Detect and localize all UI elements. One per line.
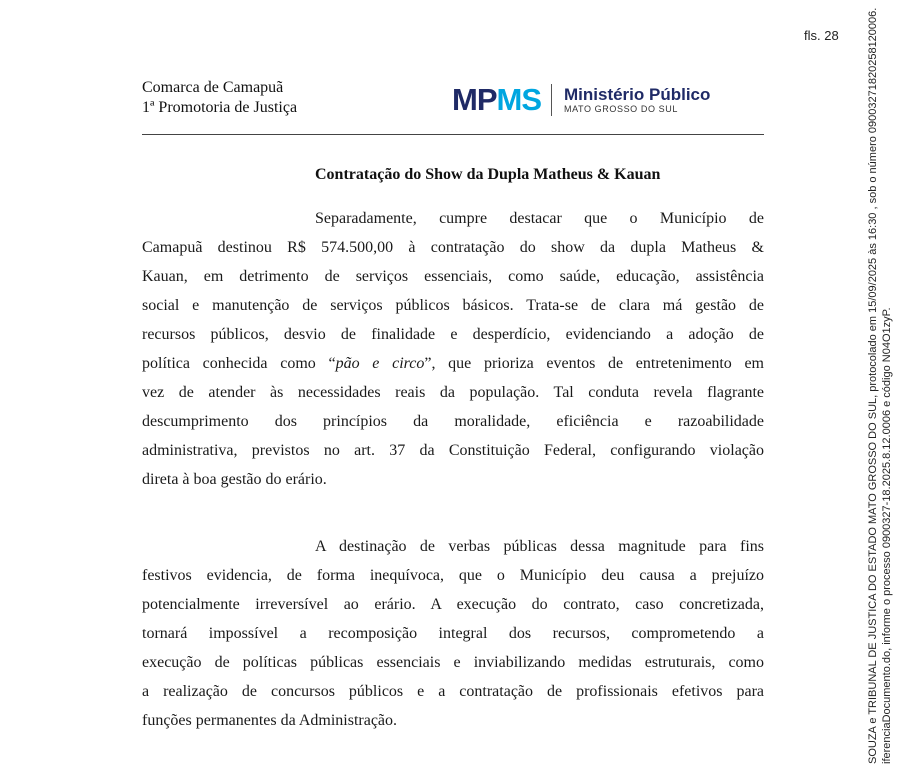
paragraph-line: social e manutenção de serviços públicos básicos. Trata-se de clara má gestão de bbox=[142, 297, 764, 314]
paragraph-line: direta à boa gestão do erário. bbox=[142, 471, 327, 488]
promotoria-label: 1ª Promotoria de Justiça bbox=[142, 99, 298, 116]
paragraph-line: recursos públicos, desvio de finalidade e desperdício, evidenciando a adoção de bbox=[142, 326, 764, 343]
folio-number: fls. 28 bbox=[804, 28, 839, 43]
line-text: ”, que prioriza eventos de entretenimento em bbox=[424, 355, 765, 372]
document-title: Contratação do Show da Dupla Matheus & Kauan bbox=[315, 166, 661, 183]
paragraph-line: descumprimento dos princípios da moralidade, eficiência e razoabilidade bbox=[142, 413, 764, 430]
stamp-line-2: iferenciaDocumento.do, informe o processo 0900327-18.2025.8.12.0006 e código N04O1zyP. bbox=[881, 307, 893, 764]
paragraph-line: funções permanentes da Administração. bbox=[142, 712, 398, 729]
paragraph-line: Separadamente, cumpre destacar que o Município de bbox=[315, 210, 764, 227]
paragraph-line: administrativa, previstos no art. 37 da Constituição Federal, configurando violação bbox=[142, 442, 764, 459]
paragraph-1 bbox=[142, 204, 764, 494]
paragraph-line-pao-e-circo bbox=[142, 349, 764, 378]
paragraph-line: a realização de concursos públicos e a contratação de profissionais efetivos para bbox=[142, 683, 764, 700]
header-divider bbox=[142, 134, 764, 135]
paragraph-line: tornará impossível a recomposição integral dos recursos, comprometendo a bbox=[142, 625, 764, 642]
paragraph-2 bbox=[142, 532, 764, 735]
paragraph-line: execução de políticas públicas essenciais e inviabilizando medidas estruturais, como bbox=[142, 654, 764, 671]
mpms-logo bbox=[452, 80, 710, 120]
paragraph-line: festivos evidencia, de forma inequívoca, que o Município deu causa a prejuízo bbox=[142, 567, 764, 584]
logo-wordmark bbox=[564, 85, 710, 115]
logo-ms-text: MS bbox=[496, 82, 541, 117]
logo-title: Ministério Público bbox=[564, 85, 711, 104]
paragraph-line: Camapuã destinou R$ 574.500,00 à contratação do show da dupla Matheus & bbox=[142, 239, 764, 256]
digital-signature-stamp bbox=[866, 0, 900, 764]
comarca-label: Comarca de Camapuã bbox=[142, 79, 284, 96]
paragraph-line: A destinação de verbas públicas dessa magnitude para fins bbox=[315, 538, 764, 555]
paragraph-line: Kauan, em detrimento de serviços essenciais, como saúde, educação, assistência bbox=[142, 268, 764, 285]
paragraph-line: vez de atender às necessidades reais da população. Tal conduta revela flagrante bbox=[142, 384, 764, 401]
line-text: política conhecida como “ bbox=[142, 355, 336, 372]
logo-mp-text: MP bbox=[452, 82, 497, 117]
logo-divider bbox=[551, 84, 552, 116]
italic-expression: pão e circo bbox=[335, 355, 425, 372]
logo-subtitle: MATO GROSSO DO SUL bbox=[564, 104, 678, 114]
header-court-info bbox=[142, 78, 297, 118]
paragraph-line: potencialmente irreversível ao erário. A execução do contrato, caso concretizada, bbox=[142, 596, 764, 613]
stamp-line-1: SOUZA e TRIBUNAL DE JUSTICA DO ESTADO MATO GROSSO DO SUL, protocolado em 15/09/2025 às 16:30 , sob o número 09003271820258120006. bbox=[867, 7, 879, 764]
